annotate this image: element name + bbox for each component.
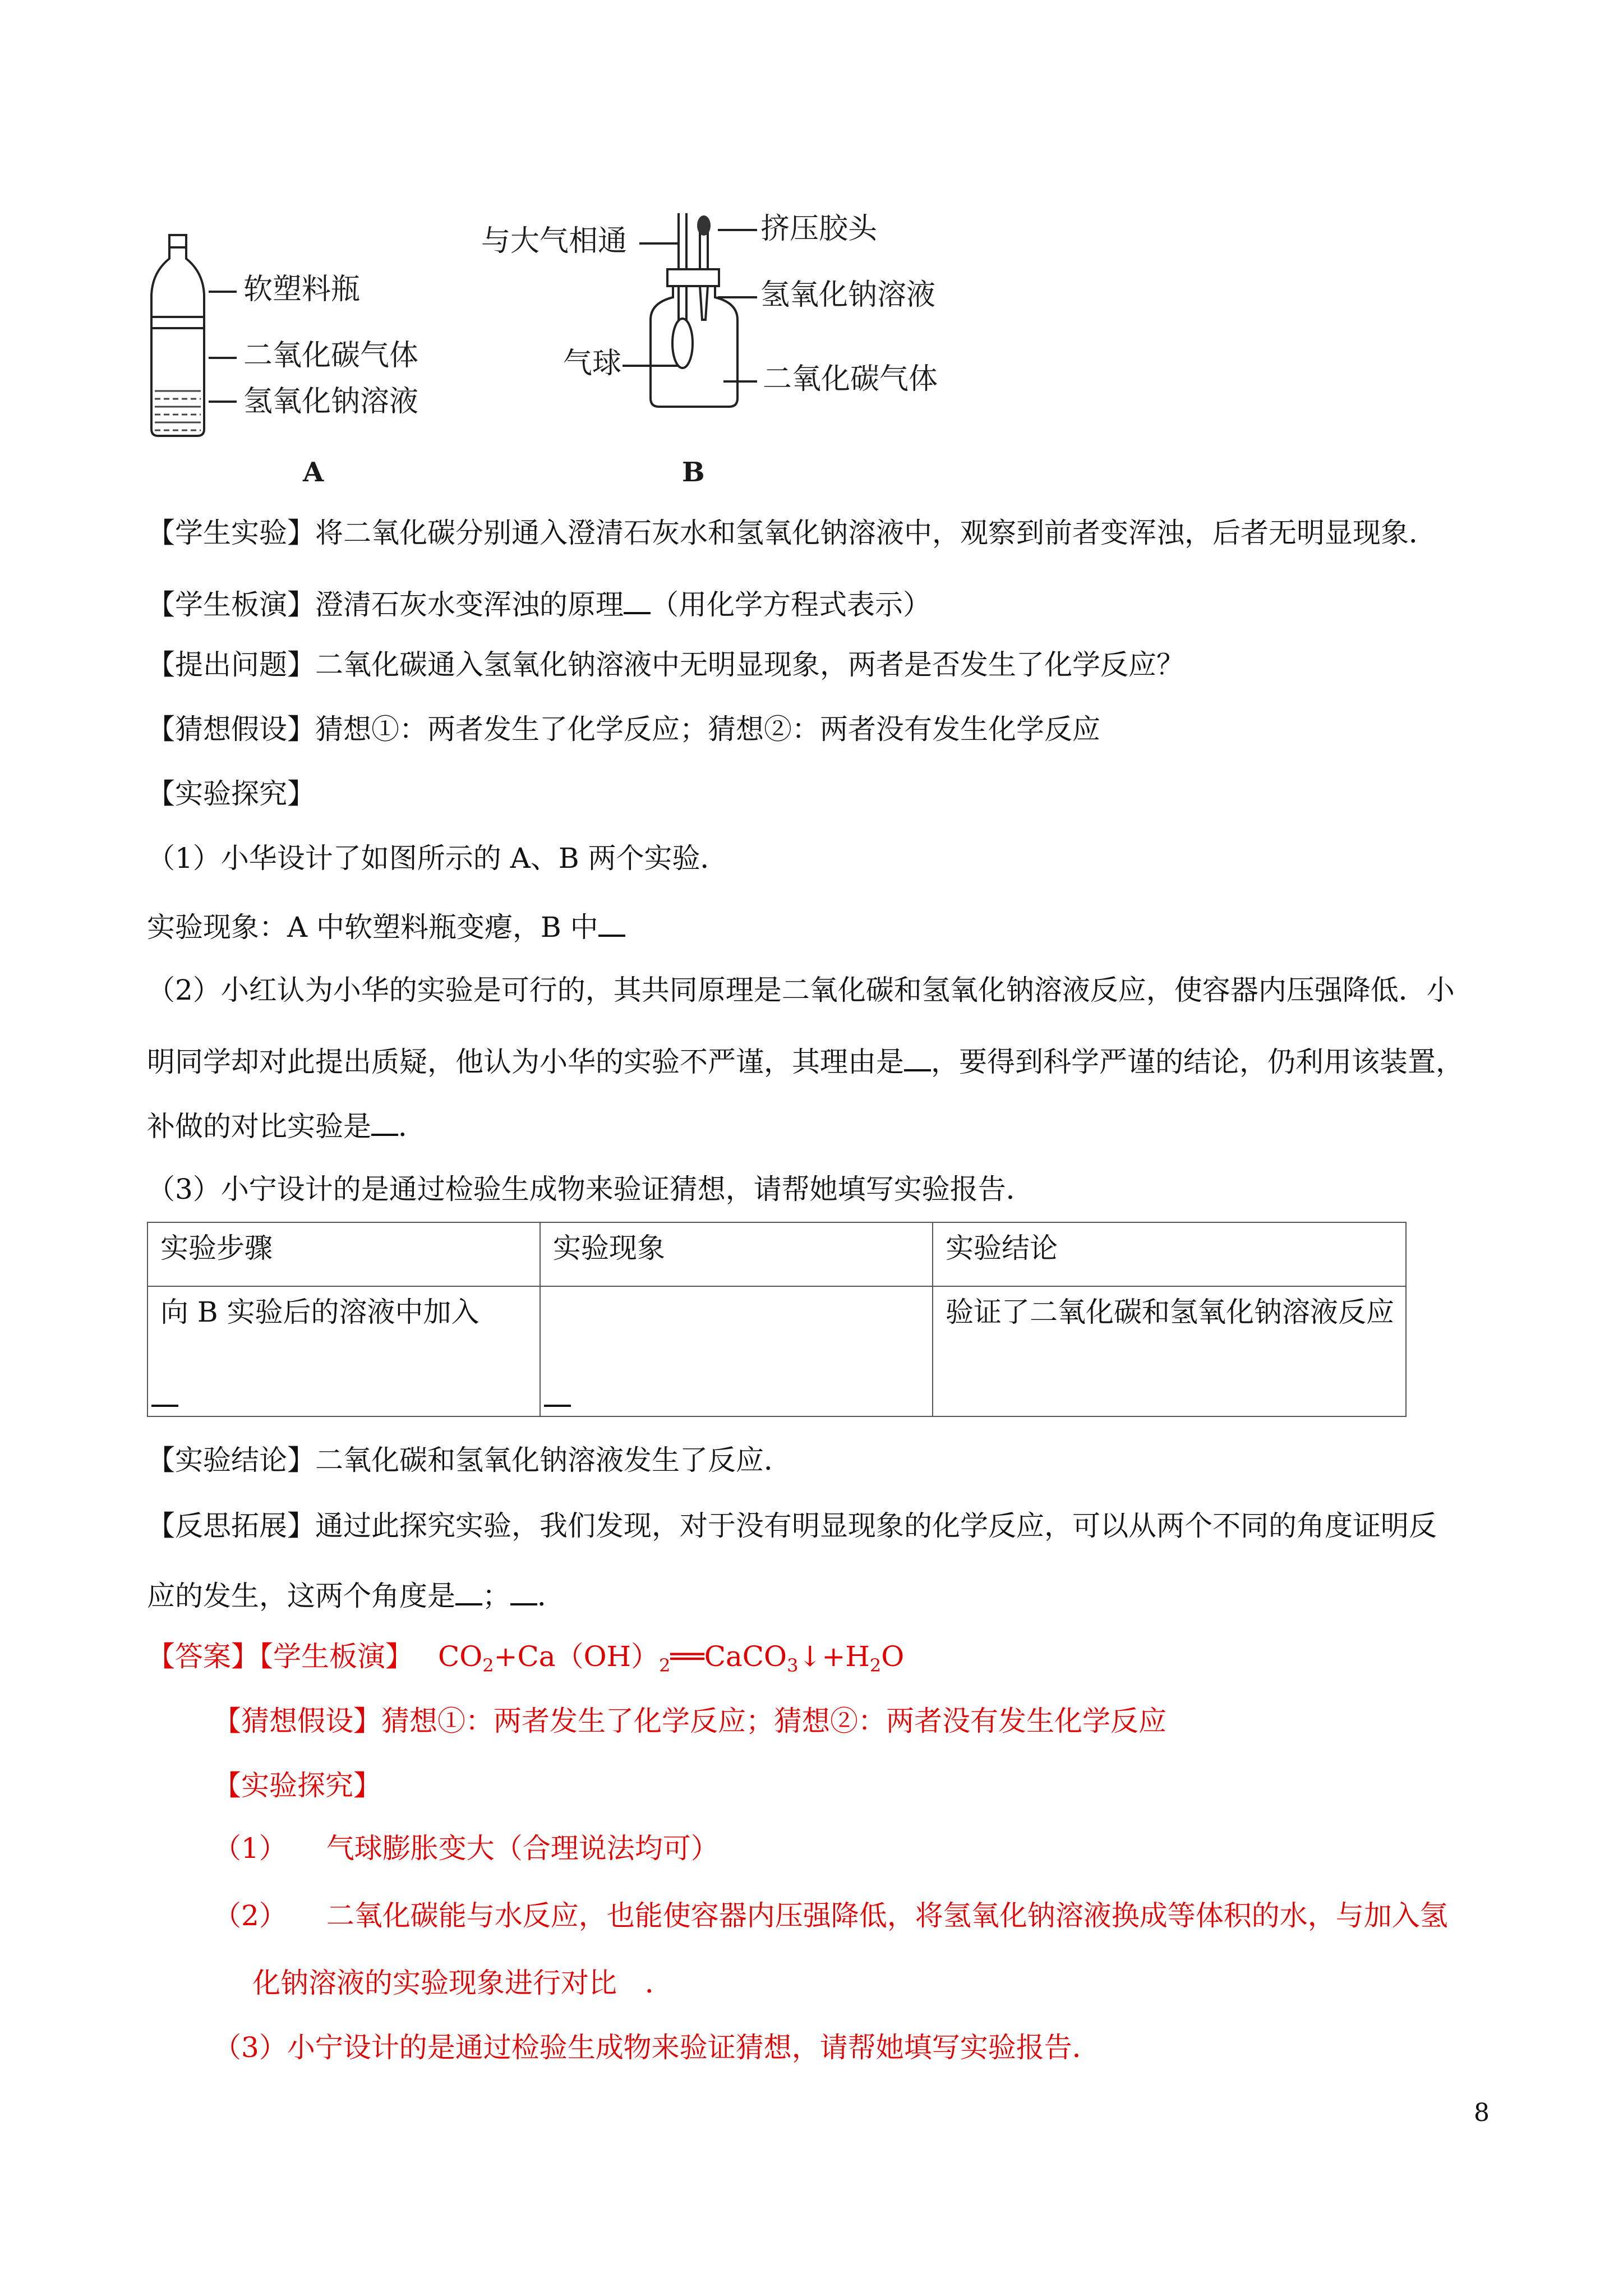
answer-item-1: （1） 气球膨胀变大（合理说法均可） — [213, 1832, 719, 1865]
answer-blank — [510, 1577, 537, 1605]
student-board: 【学生板演】澄清石灰水变浑浊的原理 （用化学方程式表示） — [147, 586, 931, 619]
hypothesis: 【猜想假设】猜想①：两者发生了化学反应；猜想②：两者没有发生化学反应 — [147, 713, 1100, 746]
table-header-conclusion: 实验结论 — [933, 1222, 1406, 1286]
table-header-phenomenon: 实验现象 — [540, 1222, 933, 1286]
table-header-step: 实验步骤 — [147, 1222, 540, 1286]
reflection-line-2: 应的发生，这两个角度是 ； ． — [147, 1577, 565, 1610]
item-2-line-1: （2）小红认为小华的实验是可行的，其共同原理是二氧化碳和氢氧化钠溶液反应，使容器内压强降低．小 — [147, 974, 1455, 1006]
figure-b-letter: B — [682, 457, 705, 488]
figure-b-label-co2: 二氧化碳气体 — [763, 362, 938, 396]
answer-equation-line — [147, 1642, 904, 1674]
table-cell-conclusion: 验证了二氧化碳和氢氧化钠溶液反应 — [933, 1286, 1406, 1416]
figure-a-label-naoh: 氢氧化钠溶液 — [243, 385, 419, 418]
answer-item-3: （3）小宁设计的是通过检验生成物来验证猜想，请帮她填写实验报告． — [213, 2031, 1100, 2064]
chemical-equation: $CO_2+Ca(OH)_2══CaCO_3↓+H_2O$ — [438, 1640, 905, 1676]
answer-blank — [371, 1108, 398, 1136]
experiment-conclusion: 【实验结论】二氧化碳和氢氧化钠溶液发生了反应． — [147, 1444, 792, 1476]
item-3: （3）小宁设计的是通过检验生成物来验证猜想，请帮她填写实验报告． — [147, 1173, 1034, 1205]
figure-a-bottle — [147, 233, 209, 440]
reflection-line-1: 【反思拓展】通过此探究实验，我们发现，对于没有明显现象的化学反应，可以从两个不同的角度证明反 — [147, 1510, 1437, 1542]
item-1: （1）小华设计了如图所示的 A、B 两个实验． — [147, 842, 728, 875]
figure-b-label-naoh: 氢氧化钠溶液 — [760, 278, 936, 312]
answer-tag: 【答案】【学生板演】 — [147, 1640, 413, 1673]
table-header-row — [147, 1222, 1406, 1286]
answer-blank — [624, 586, 651, 614]
figure-b-label-squeeze: 挤压胶头 — [760, 212, 878, 246]
item-2-line-3: 补做的对比实验是 ． — [147, 1108, 426, 1140]
figure-b-label-atmosphere: 与大气相通 — [481, 224, 628, 258]
student-experiment: 【学生实验】将二氧化碳分别通入澄清石灰水和氢氧化钠溶液中，观察到前者变浑浊，后者无明显现象． — [147, 517, 1437, 549]
figure-a-label-co2: 二氧化碳气体 — [243, 339, 419, 372]
answer-item-2: （2） 二氧化碳能与水反应，也能使容器内压强降低，将氢氧化钠溶液换成等体积的水，与加入氢 — [213, 1899, 1448, 1932]
item-2-line-2: 明同学却对此提出质疑，他认为小华的实验不严谨，其理由是 ，要得到科学严谨的结论，仍利用该装置， — [147, 1043, 1464, 1076]
figure-a-letter: A — [303, 457, 324, 488]
table-cell-phenomenon — [540, 1286, 933, 1416]
report-table — [147, 1222, 1407, 1417]
answer-blank — [151, 1405, 178, 1407]
answer-blank — [598, 909, 625, 937]
answer-blank — [455, 1577, 482, 1605]
answer-item-2-cont: 化钠溶液的实验现象进行对比 ． — [252, 1967, 673, 1999]
table-row — [147, 1286, 1406, 1416]
figure-b-label-balloon: 气球 — [563, 347, 622, 380]
page-number: 8 — [1474, 2099, 1490, 2127]
answer-explore: 【实验探究】 — [213, 1769, 381, 1802]
raise-question: 【提出问题】二氧化碳通入氢氧化钠溶液中无明显现象，两者是否发生了化学反应？ — [147, 648, 1184, 681]
figure-a-leader-lines — [209, 280, 242, 415]
figure-a-label-bottle: 软塑料瓶 — [243, 273, 361, 306]
answer-blank — [544, 1405, 571, 1407]
table-cell-step: 向 B 实验后的溶液中加入 — [147, 1286, 540, 1416]
answer-blank — [904, 1043, 931, 1071]
phenomenon: 实验现象：A 中软塑料瓶变瘪，B 中 — [147, 909, 625, 941]
answer-hypothesis: 【猜想假设】猜想①：两者发生了化学反应；猜想②：两者没有发生化学反应 — [213, 1705, 1166, 1737]
explore-heading: 【实验探究】 — [147, 777, 315, 810]
